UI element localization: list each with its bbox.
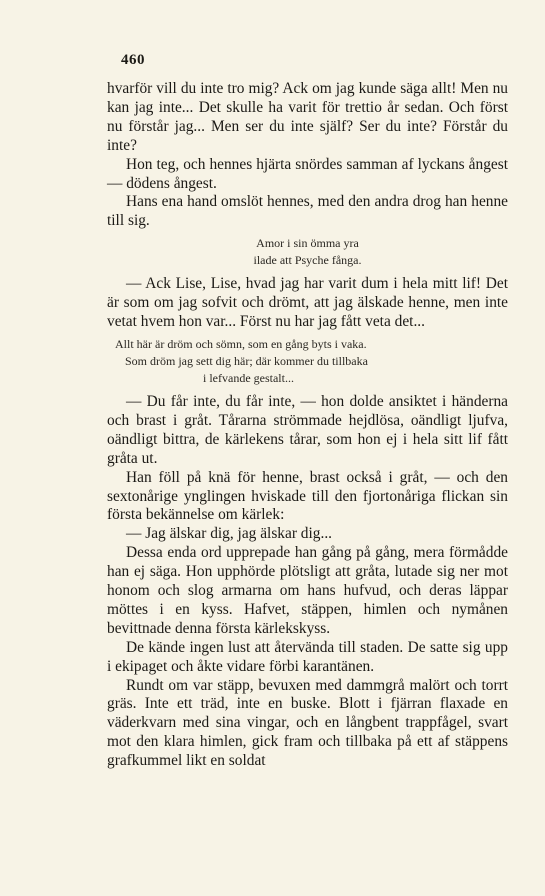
verse-line: Amor i sin ömma yra — [256, 236, 359, 251]
paragraph: — Du får inte, du får inte, — hon dolde ansiktet i händerna och brast i gråt. Tårarna strömmade hejdlösa, oändligt ljufva, oändligt bittra, de kärlekens tårar, som hon ej i hela sitt lif fått gråta ut. — [107, 392, 508, 467]
verse-line: Som dröm jag sett dig här; där kommer du tillbaka — [125, 353, 368, 368]
paragraph: Rundt om var stäpp, bevuxen med dammgrå malört och torrt gräs. Inte ett träd, inte en buske. Blott i fjärran flaxade en väderkvarn med sina vingar, och en långbent trappfågel, svart mot den klara himlen, gick fram och tillbaka på ett af stäppens grafkummel likt en soldat — [107, 676, 508, 770]
paragraph: De kände ingen lust att återvända till staden. De satte sig upp i ekipaget och åkte vidare förbi karantänen. — [107, 638, 508, 675]
paragraph: Hans ena hand omslöt hennes, med den andra drog han henne till sig. — [107, 193, 508, 230]
verse-line: i lefvande gestalt... — [203, 370, 294, 385]
paragraph: Hon teg, och hennes hjärta snördes samman af lyckans ångest — dödens ångest. — [107, 155, 508, 192]
page-body — [107, 80, 508, 771]
page-number: 460 — [121, 52, 145, 68]
verse-quote — [107, 235, 508, 269]
verse-line: Allt här är dröm och sömn, som en gång byts i vaka. — [115, 336, 367, 351]
paragraph: Dessa enda ord upprepade han gång på gång, mera förmådde han ej säga. Hon upphörde plötsligt att gråta, lutade sig ner mot honom och slog armarna om hans hufvud, och deras läppar möttes i en kyss. Hafvet, stäppen, himlen och nymånen bevittnade denna första kärlekskyss. — [107, 544, 508, 637]
verse-quote — [107, 336, 508, 387]
verse-line: ilade att Psyche fånga. — [253, 253, 362, 268]
paragraph: — Ack Lise, Lise, hvad jag har varit dum i hela mitt lif! Det är som om jag sofvit och drömt, att jag älskade henne, men inte vetat hvem hon var... Först nu har jag fått veta det... — [107, 275, 508, 331]
paragraph: Han föll på knä för henne, brast också i gråt, — och den sextonårige ynglingen hviskade till den fjortonåriga flickan sin första bekännelse om kärlek: — [107, 468, 508, 524]
paragraph: hvarför vill du inte tro mig? Ack om jag kunde säga allt! Men nu kan jag inte... Det skulle ha varit för trettio år sedan. Och först nu förstår jag... Men ser du inte själf? Ser du inte? Förstår du inte? — [107, 80, 508, 154]
paragraph: — Jag älskar dig, jag älskar dig... — [126, 525, 333, 543]
